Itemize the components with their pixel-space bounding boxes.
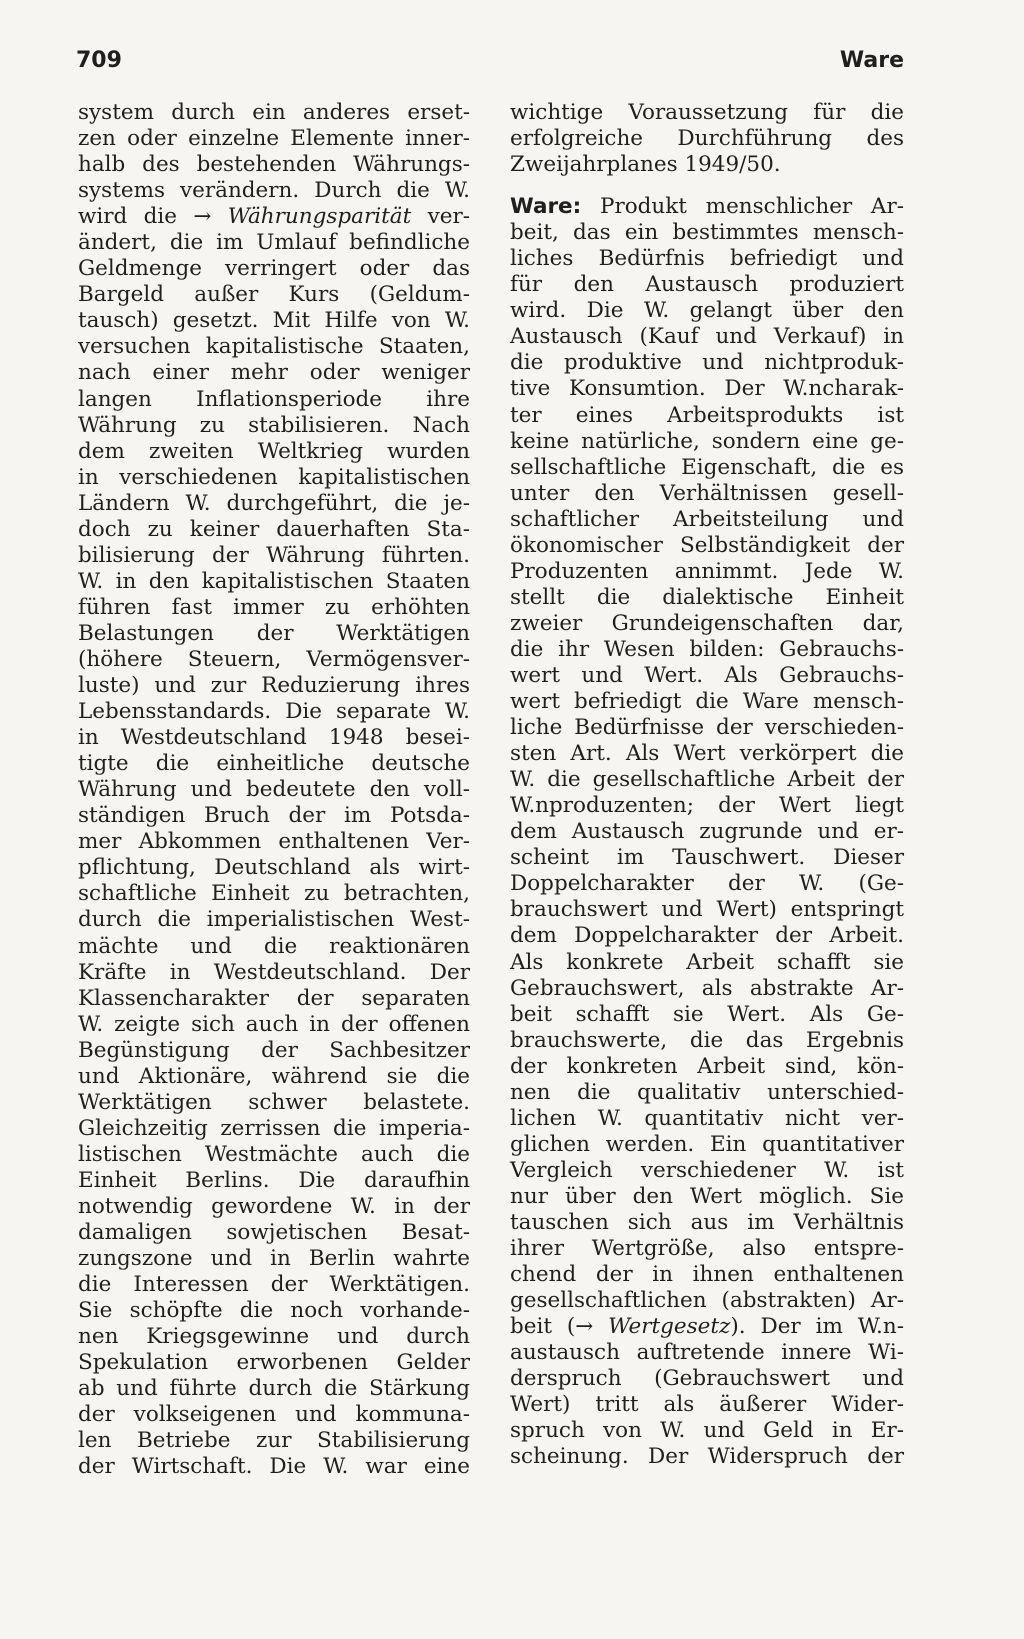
text-line: versuchen kapitalistische Staaten, xyxy=(78,334,470,360)
text-line: tive Konsumtion. Der W.ncharak- xyxy=(510,376,904,402)
text-line: beit schafft sie Wert. Als Ge- xyxy=(510,1001,904,1027)
text-line: (höhere Steuern, Vermögensver- xyxy=(78,646,470,672)
text-line: W. die gesellschaftliche Arbeit der xyxy=(510,767,904,793)
text-line: Doppelcharakter der W. (Ge- xyxy=(510,871,904,897)
entry-ware xyxy=(510,194,904,1470)
text-line: Ländern W. durchgeführt, die je- xyxy=(78,490,470,516)
text-line: Bargeld außer Kurs (Geldum- xyxy=(78,282,470,308)
text-line: tausch) gesetzt. Mit Hilfe von W. xyxy=(78,308,470,334)
text-line: schaftliche Einheit zu betrachten, xyxy=(78,881,470,907)
text-line: chend der in ihnen enthaltenen xyxy=(510,1262,904,1288)
text-line: listischen Westmächte auch die xyxy=(78,1141,470,1167)
text-line: die Interessen der Werktätigen. xyxy=(78,1272,470,1298)
text-line: die produktive und nichtproduk- xyxy=(510,350,904,376)
text-line: Zweijahrplanes 1949/50. xyxy=(510,152,781,178)
text-line: sellschaftliche Eigenschaft, die es xyxy=(510,454,904,480)
text-line: führen fast immer zu erhöhten xyxy=(78,594,470,620)
text-line: tigte die einheitliche deutsche xyxy=(78,751,470,777)
text-line: wird. Die W. gelangt über den xyxy=(510,298,904,324)
entry-lemma: Ware: xyxy=(510,194,582,220)
text-line: pflichtung, Deutschland als wirt- xyxy=(78,855,470,881)
text-line: Vergleich verschiedener W. ist xyxy=(510,1157,904,1183)
text-line: ändert, die im Umlauf befindliche xyxy=(78,230,470,256)
text-line: mer Abkommen enthaltenen Ver- xyxy=(78,829,470,855)
text-line: Sie schöpfte die noch vorhande- xyxy=(78,1298,470,1324)
page-number: 709 xyxy=(76,48,122,73)
text-line: bilisierung der Währung führten. xyxy=(78,542,470,568)
text-line: nen die qualitativ unterschied- xyxy=(510,1079,904,1105)
text-line: ökonomischer Selbständigkeit der xyxy=(510,532,904,558)
text-line: dem Austausch zugrunde und er- xyxy=(510,819,904,845)
text-line: dem zweiten Weltkrieg wurden xyxy=(78,438,470,464)
text-line: mächte und die reaktionären xyxy=(78,933,470,959)
text-line: Währung und bedeutete den voll- xyxy=(78,777,470,803)
text-line: Geldmenge verringert oder das xyxy=(78,256,470,282)
text-line: in Westdeutschland 1948 besei- xyxy=(78,725,470,751)
text-line: ihrer Wertgröße, also entspre- xyxy=(510,1236,904,1262)
text-line: Klassencharakter der separaten xyxy=(78,985,470,1011)
text-line: scheint im Tauschwert. Dieser xyxy=(510,845,904,871)
text-line: ab und führte durch die Stärkung xyxy=(78,1376,470,1402)
paragraph-gap xyxy=(510,178,904,194)
text-line: für den Austausch produziert xyxy=(510,272,904,298)
running-head: Ware xyxy=(839,48,904,73)
text-line: stellt die dialektische Einheit xyxy=(510,584,904,610)
left-column xyxy=(78,100,470,1480)
text-line: schaftlicher Arbeitsteilung und xyxy=(510,506,904,532)
text-line: austausch auftretende innere Wi- xyxy=(510,1340,904,1366)
intro-lines xyxy=(510,100,904,178)
text-line: sten Art. Als Wert verkörpert die xyxy=(510,741,904,767)
text-line: Gleichzeitig zerrissen die imperia- xyxy=(78,1115,470,1141)
text-line: nur über den Wert möglich. Sie xyxy=(510,1183,904,1209)
text-line: spruch von W. und Geld in Er- xyxy=(510,1418,904,1444)
text-line: damaligen sowjetischen Besat- xyxy=(78,1220,470,1246)
text-line: und Aktionäre, während sie die xyxy=(78,1063,470,1089)
text-line: der konkreten Arbeit sind, kön- xyxy=(510,1053,904,1079)
text-line: notwendig gewordene W. in der xyxy=(78,1193,470,1219)
text-line: liche Bedürfnisse der verschieden- xyxy=(510,715,904,741)
text-line: Als konkrete Arbeit schafft sie xyxy=(510,949,904,975)
text-line: nach einer mehr oder weniger xyxy=(78,360,470,386)
text-line: brauchswert und Wert) entspringt xyxy=(510,897,904,923)
text-line: gesellschaftlichen (abstrakten) Ar- xyxy=(510,1288,904,1314)
text-line: Produzenten annimmt. Jede W. xyxy=(510,558,904,584)
text-line: beit, das ein bestimmtes mensch- xyxy=(510,220,904,246)
text-line: wird die → Währungsparität ver- xyxy=(78,204,470,230)
text-line: brauchswerte, die das Ergebnis xyxy=(510,1027,904,1053)
text-line: W. zeigte sich auch in der offenen xyxy=(78,1011,470,1037)
text-line: Austausch (Kauf und Verkauf) in xyxy=(510,324,904,350)
text-line: Wert) tritt als äußerer Wider- xyxy=(510,1392,904,1418)
text-line: W. in den kapitalistischen Staaten xyxy=(78,568,470,594)
text-line: W.nproduzenten; der Wert liegt xyxy=(510,793,904,819)
text-line: systems verändern. Durch die W. xyxy=(78,178,470,204)
text-line: dem Doppelcharakter der Arbeit. xyxy=(510,923,904,949)
text-line: luste) und zur Reduzierung ihres xyxy=(78,673,470,699)
text-line: scheinung. Der Widerspruch der xyxy=(510,1444,904,1470)
text-line: lichen W. quantitativ nicht ver- xyxy=(510,1105,904,1131)
text-line: der volkseigenen und kommuna- xyxy=(78,1402,470,1428)
text-line: Gebrauchswert, als abstrakte Ar- xyxy=(510,975,904,1001)
text-line: Einheit Berlins. Die daraufhin xyxy=(78,1167,470,1193)
text-line: zweier Grundeigenschaften dar, xyxy=(510,610,904,636)
text-line: Spekulation erworbenen Gelder xyxy=(78,1350,470,1376)
text-line: zungszone und in Berlin wahrte xyxy=(78,1246,470,1272)
text-line: wert befriedigt die Ware mensch- xyxy=(510,689,904,715)
text-line: die ihr Wesen bilden: Gebrauchs- xyxy=(510,636,904,662)
text-line: derspruch (Gebrauchswert und xyxy=(510,1366,904,1392)
text-line: system durch ein anderes erset- xyxy=(78,100,470,125)
text-line: doch zu keiner dauerhaften Sta- xyxy=(78,516,470,542)
text-line: liches Bedürfnis befriedigt und xyxy=(510,246,904,272)
text-line: Währung zu stabilisieren. Nach xyxy=(78,412,470,438)
right-column xyxy=(510,100,904,1470)
entry-first-line-text: Produkt menschlicher Ar- xyxy=(581,194,904,220)
text-line: beit (→ Wertgesetz). Der im W.n- xyxy=(510,1314,904,1340)
entry-first-line xyxy=(510,194,904,220)
text-line: keine natürliche, sondern eine ge- xyxy=(510,428,904,454)
text-line: Werktätigen schwer belastete. xyxy=(78,1089,470,1115)
text-line: len Betriebe zur Stabilisierung xyxy=(78,1428,470,1454)
text-line: wichtige Voraussetzung für die xyxy=(510,100,904,125)
text-line: Begünstigung der Sachbesitzer xyxy=(78,1037,470,1063)
text-line: erfolgreiche Durchführung des xyxy=(510,126,904,152)
text-line: Kräfte in Westdeutschland. Der xyxy=(78,959,470,985)
text-line: Lebensstandards. Die separate W. xyxy=(78,699,470,725)
text-line: der Wirtschaft. Die W. war eine xyxy=(78,1454,470,1480)
text-line: wert und Wert. Als Gebrauchs- xyxy=(510,662,904,688)
text-line: tauschen sich aus im Verhältnis xyxy=(510,1209,904,1235)
text-line: halb des bestehenden Währungs- xyxy=(78,152,470,178)
text-line: nen Kriegsgewinne und durch xyxy=(78,1324,470,1350)
text-line: in verschiedenen kapitalistischen xyxy=(78,464,470,490)
text-line: ter eines Arbeitsprodukts ist xyxy=(510,402,904,428)
text-line: glichen werden. Ein quantitativer xyxy=(510,1131,904,1157)
text-line: unter den Verhältnissen gesell- xyxy=(510,480,904,506)
text-line: langen Inflationsperiode ihre xyxy=(78,386,470,412)
text-line: durch die imperialistischen West- xyxy=(78,907,470,933)
text-line: Belastungen der Werktätigen xyxy=(78,620,470,646)
text-line: zen oder einzelne Elemente inner- xyxy=(78,126,470,152)
text-line: ständigen Bruch der im Potsda- xyxy=(78,803,470,829)
